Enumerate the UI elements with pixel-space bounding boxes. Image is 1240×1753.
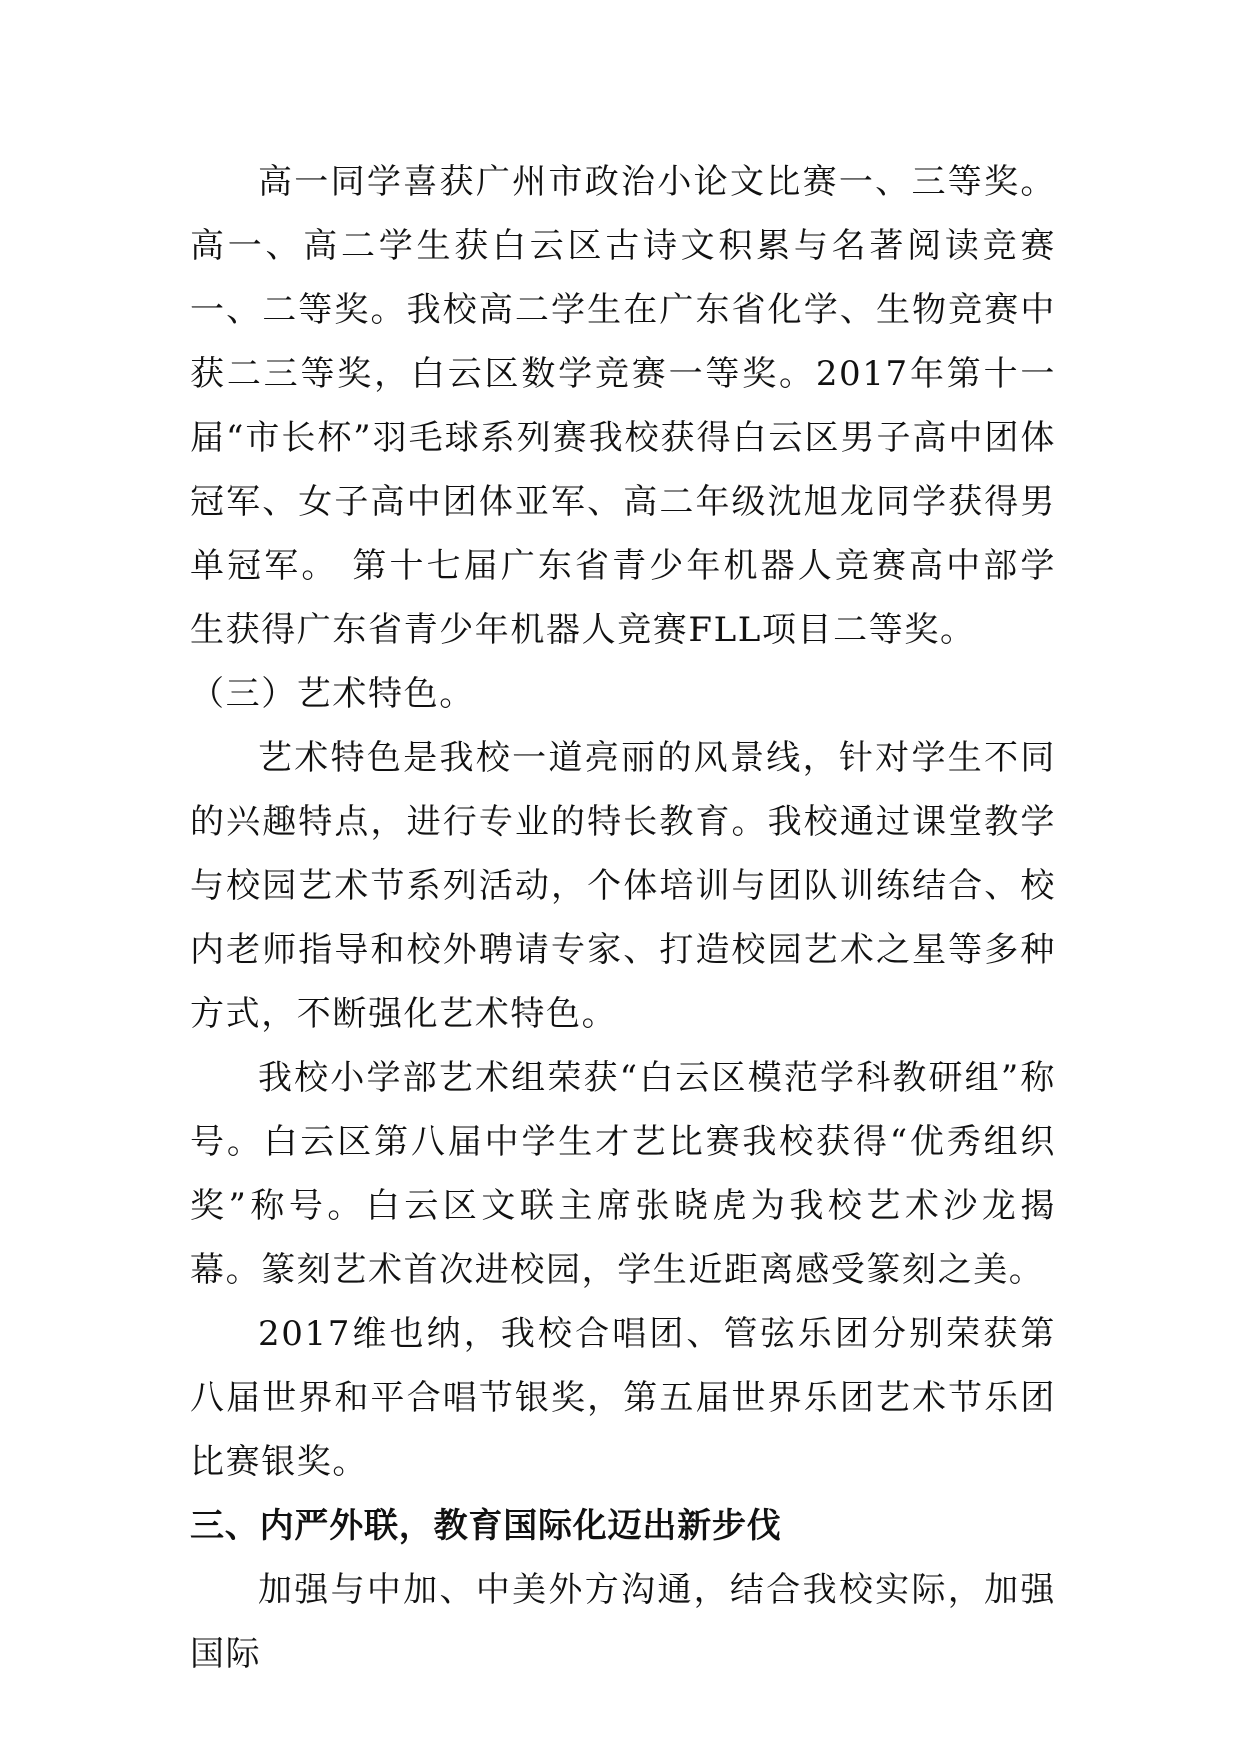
paragraph-art-awards: 我校小学部艺术组荣获“白云区模范学科教研组”称号。白云区第八届中学生才艺比赛我校获得“优秀组织奖”称号。白云区文联主席张晓虎为我校艺术沙龙揭幕。篆刻艺术首次进校园，学生近距离感受篆刻之美。: [190, 1058, 1056, 1290]
paragraph-international-cooperation: 加强与中加、中美外方沟通，结合我校实际，加强国际: [190, 1570, 1056, 1674]
section-heading-internationalization: 三、内严外联，教育国际化迈出新步伐: [190, 1506, 782, 1546]
document-page: [190, 150, 1056, 1686]
paragraph-art-features-intro: 艺术特色是我校一道亮丽的风景线，针对学生不同的兴趣特点，进行专业的特长教育。我校通过课堂教学与校园艺术节系列活动，个体培训与团队训练结合、校内老师指导和校外聘请专家、打造校园艺术之星等多种方式，不断强化艺术特色。: [190, 738, 1056, 1034]
paragraph-awards-academic: 高一同学喜获广州市政治小论文比赛一、三等奖。高一、高二学生获白云区古诗文积累与名著阅读竞赛一、二等奖。我校高二学生在广东省化学、生物竞赛中获二三等奖，白云区数学竞赛一等奖。2017年第十一届“市长杯”羽毛球系列赛我校获得白云区男子高中团体冠军、女子高中团体亚军、高二年级沈旭龙同学获得男单冠军。 第十七届广东省青少年机器人竞赛高中部学生获得广东省青少年机器人竞赛FLL项目二等奖。: [190, 162, 1056, 650]
paragraph-vienna-awards: 2017维也纳，我校合唱团、管弦乐团分别荣获第八届世界和平合唱节银奖，第五届世界乐团艺术节乐团比赛银奖。: [190, 1314, 1056, 1482]
subheading-art-features: （三）艺术特色。: [190, 674, 475, 714]
